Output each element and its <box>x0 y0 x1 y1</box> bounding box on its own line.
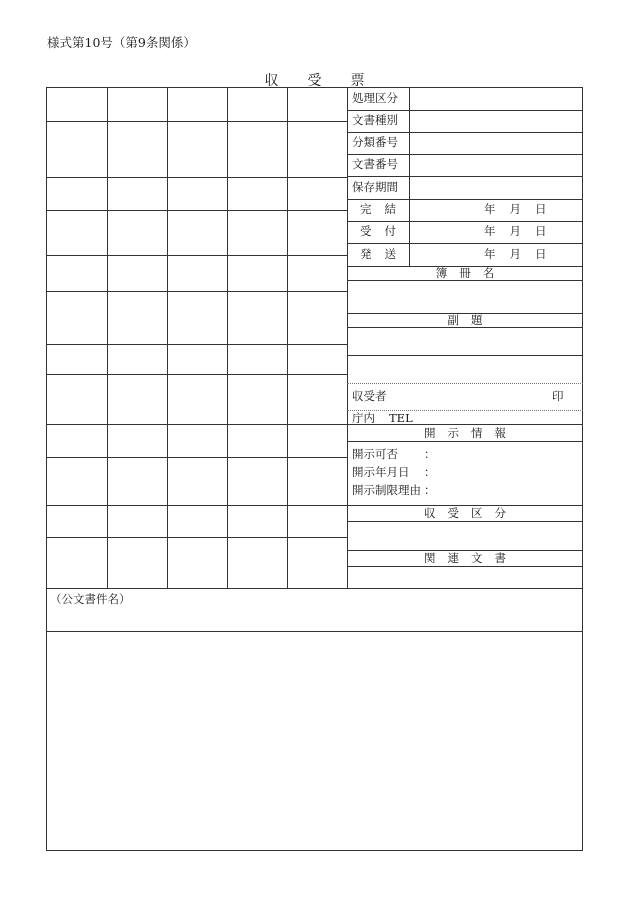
completed-label: 完 結 <box>360 202 396 216</box>
completed-date: 年 月 日 <box>484 202 547 216</box>
disclosure-reason-label: 開示制限理由 <box>352 483 421 497</box>
receiver-label: 収受者 <box>352 389 387 403</box>
ledger-name-header: 簿 冊 名 <box>435 266 495 280</box>
disclosure-info-header: 開 示 情 報 <box>424 426 506 440</box>
disclosure-colon: ： <box>424 483 436 497</box>
disclosure-possible-label: 開示可否 <box>352 447 398 461</box>
official-document-name-label: （公文書件名） <box>50 592 131 606</box>
document-type-label: 文書種別 <box>352 113 398 127</box>
title-char: 受 <box>307 73 323 89</box>
received-date: 年 月 日 <box>484 224 547 238</box>
classification-number-label: 分類番号 <box>352 135 398 149</box>
received-label: 受 付 <box>360 224 396 238</box>
retention-period-label: 保存期間 <box>352 180 398 194</box>
disclosure-date-label: 開示年月日 <box>352 465 410 479</box>
sent-label: 発 送 <box>360 247 396 261</box>
form-frame <box>46 87 583 851</box>
related-documents-header: 関 連 文 書 <box>424 551 506 565</box>
reception-category-header: 収 受 区 分 <box>424 506 506 520</box>
form-id: 様式第10号（第9条関係） <box>47 35 196 50</box>
office-label: 庁内 TEL <box>352 411 413 425</box>
title-char: 票 <box>350 73 366 89</box>
disclosure-colon: ： <box>424 465 436 479</box>
sent-date: 年 月 日 <box>484 247 547 261</box>
title-char: 収 <box>264 73 280 89</box>
seal-label: 印 <box>552 389 564 403</box>
document-number-label: 文書番号 <box>352 157 398 171</box>
processing-category-label: 処理区分 <box>352 91 398 105</box>
subtitle-header: 副 題 <box>447 313 483 327</box>
disclosure-colon: ： <box>424 447 436 461</box>
